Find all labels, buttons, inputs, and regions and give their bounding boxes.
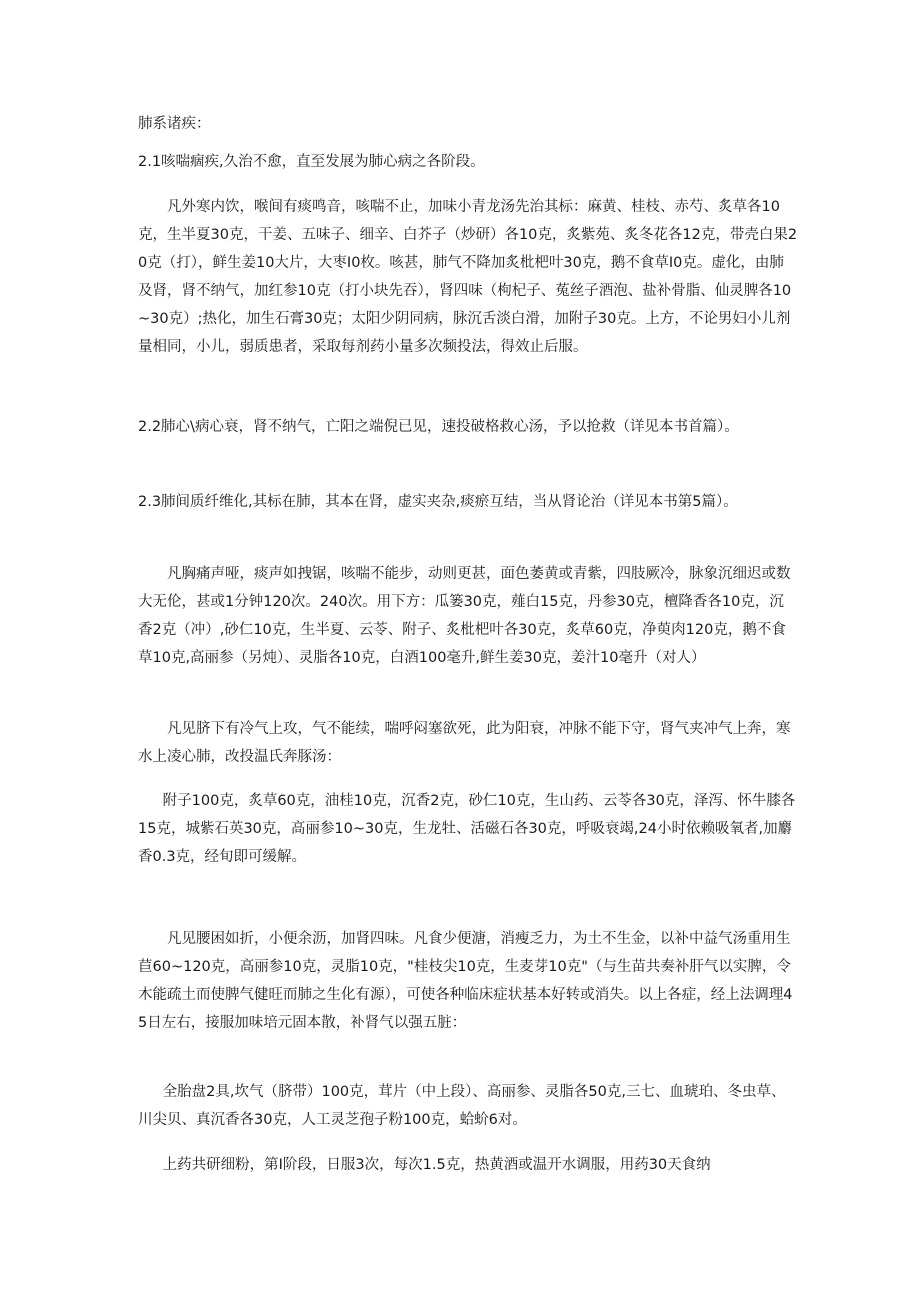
paragraph-2-1: 2.1咳喘痼疾,久治不愈，直至发展为肺心病之各阶段。 bbox=[138, 154, 485, 170]
paragraph-2-3: 2.3肺间质纤维化,其标在肺，其本在肾，虚实夹杂,痰瘀互结，当从肾论治（详见本书第5篇）。 bbox=[138, 494, 738, 510]
section-heading: 肺系诸疾： bbox=[138, 116, 211, 132]
paragraph-2-2: 2.2肺心\病心衰，肾不纳气，亡阳之端倪已见，速投破格救心汤，予以抢救（详见本书首篇）。 bbox=[138, 419, 739, 435]
paragraph-usage: 上药共研细粉，第I阶段，日服3次，每次1.5克，热黄酒或温开水调服，用药30天食纳 bbox=[162, 1157, 711, 1173]
paragraph-cold-qi: 凡见脐下有冷气上攻，气不能续，喘呼闷塞欲死，此为阳衰，冲脉不能下守，肾气夹冲气上奔，寒水上凌心肺，改投温氏奔豚汤： bbox=[138, 721, 791, 765]
paragraph-placenta-formula: 全胎盘2具,坎气（脐带）100克，茸片（中上段）、高丽参、灵脂各50克,三七、血琥珀、冬虫草、川尖贝、真沉香各30克，人工灵芝孢子粉100克，蛤蚧6对。 bbox=[138, 1084, 786, 1128]
paragraph-formula-aconite: 附子100克，炙草60克，油桂10克，沉香2克，砂仁10克，生山药、云苓各30克，泽泻、怀牛膝各15克，城紫石英30克，高丽参10~30克，生龙牡、活磁石各30克，呼吸衰竭,24小时依赖吸氧者,加麝香0.3克，经旬即可缓解。 bbox=[138, 793, 796, 865]
paragraph-outer-cold: 凡外寒内饮，喉间有痰鸣音，咳喘不止，加味小青龙汤先治其标：麻黄、桂枝、赤芍、炙草各10克，生半夏30克，干姜、五味子、细辛、白芥子（炒研）各10克，炙紫苑、炙冬花各12克，带壳白果20克（打），鲜生姜10大片，大枣I0枚。咳甚，肺气不降加炙枇杷叶30克，鹅不食草I0克。虚化，由肺及肾，肾不纳气，加红参10克（打小块先吞），肾四味（枸杞子、菟丝子酒泡、盐补骨脂、仙灵脾各10~30克）;热化，加生石膏30克；太阳少阴同病，脉沉舌淡白滑，加附子30克。上方，不论男妇小儿剂量相同，小儿，弱质患者，采取每剂药小量多次频投法，得效止后服。 bbox=[138, 199, 798, 355]
paragraph-chest-pain: 凡胸痛声哑，痰声如拽锯，咳喘不能步，动则更甚，面色萎黄或青紫，四肢厥冷，脉象沉细迟或数大无伦，甚或1分钟120次。240次。用下方：瓜篓30克，薤白15克，丹参30克，檀降香各10克，沉香2克（冲）,砂仁10克，生半夏、云苓、附子、炙枇杷叶各30克，炙草60克，净萸肉120克，鹅不食草10克,高丽参（另炖）、灵脂各10克，白酒100毫升,鲜生姜30克，姜汁10毫升（对人） bbox=[138, 566, 791, 666]
paragraph-waist: 凡见腰困如折，小便余沥，加肾四味。凡食少便溏，消瘦乏力，为土不生金，以补中益气汤重用生苣60~120克，高丽参10克，灵脂10克，"桂枝尖10克，生麦芽10克"（与生苗共奏补肝气以实脾，令木能疏土而使脾气健旺而肺之生化有源），可使各种临床症状基本好转或消失。以上各症，经上法调理45日左右，接服加味培元固本散，补肾气以强五脏： bbox=[138, 931, 793, 1031]
